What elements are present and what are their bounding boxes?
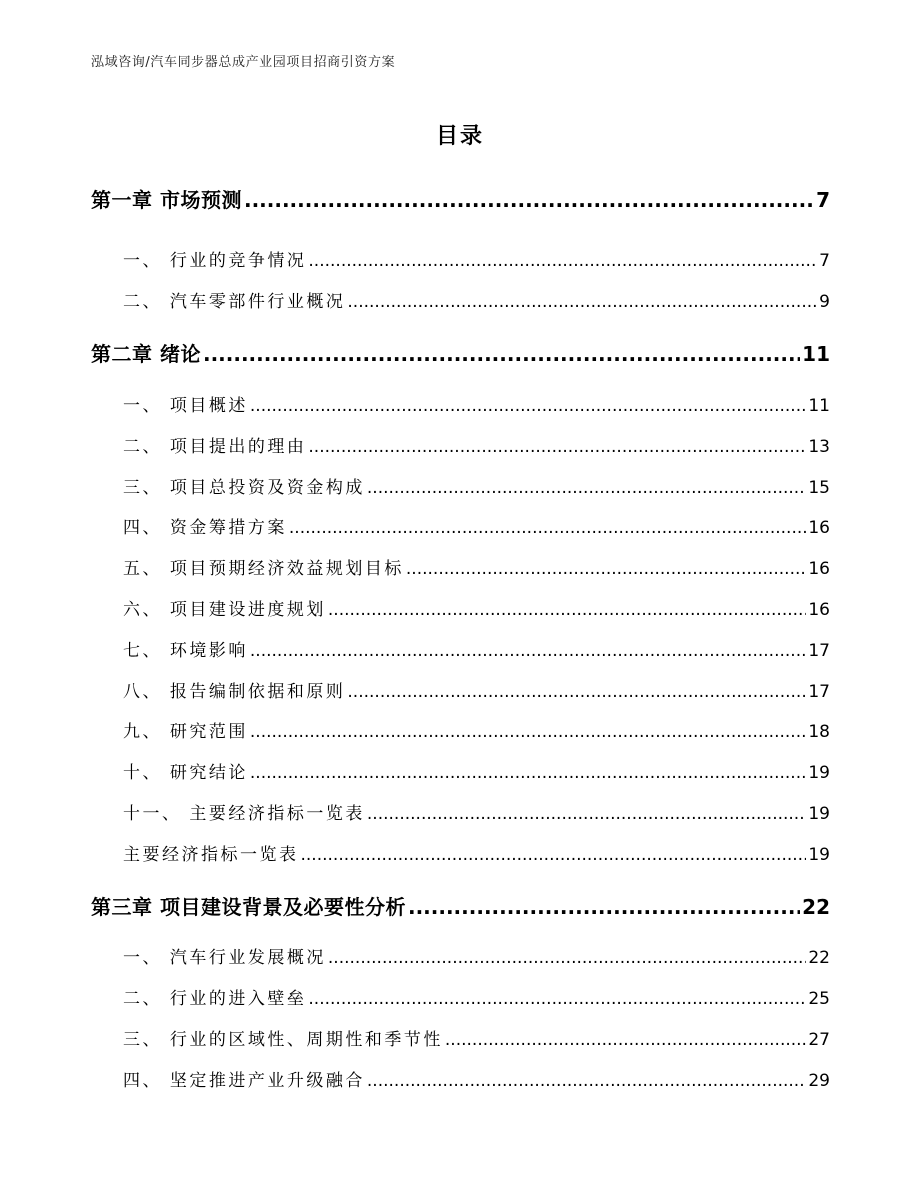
toc-entry-label: 一、 行业的竞争情况 [123, 251, 307, 271]
toc-section[interactable] [123, 473, 830, 498]
toc-section[interactable] [123, 717, 830, 742]
dot-leader [308, 251, 817, 271]
toc-entry-label: 八、 报告编制依据和原则 [123, 682, 346, 702]
toc-page-number: 16 [808, 518, 830, 538]
dot-leader [367, 1071, 806, 1091]
toc-entry-label: 一、 项目概述 [123, 396, 248, 416]
toc-page-number: 11 [802, 342, 830, 366]
dot-leader [406, 559, 806, 579]
toc-section[interactable] [123, 287, 830, 312]
dot-leader [244, 188, 814, 212]
toc-page-number: 9 [819, 292, 830, 312]
toc-page-number: 27 [808, 1030, 830, 1050]
toc-section[interactable] [123, 595, 830, 620]
toc-section[interactable] [123, 984, 830, 1009]
dot-leader [347, 682, 806, 702]
toc-section[interactable] [123, 432, 830, 457]
toc-section[interactable] [123, 943, 830, 968]
toc-page-number: 22 [802, 895, 830, 919]
toc-page-number: 19 [808, 804, 830, 824]
toc-chapter-2[interactable] [91, 338, 830, 367]
toc-entry-label: 四、 资金筹措方案 [123, 518, 287, 538]
dot-leader [250, 641, 806, 661]
toc-section[interactable] [123, 554, 830, 579]
toc-entry-label: 一、 汽车行业发展概况 [123, 948, 326, 968]
toc-page-number: 19 [808, 845, 830, 865]
toc-section[interactable] [123, 636, 830, 661]
toc-entry-label: 四、 坚定推进产业升级融合 [123, 1071, 365, 1091]
dot-leader [301, 845, 807, 865]
toc-entry-label: 二、 项目提出的理由 [123, 437, 307, 457]
toc-entry-label: 第二章 绪论 [91, 342, 201, 366]
toc-entry-label: 第三章 项目建设背景及必要性分析 [91, 895, 406, 919]
toc-section[interactable] [123, 840, 830, 865]
toc-section[interactable] [123, 513, 830, 538]
toc-entry-label: 三、 项目总投资及资金构成 [123, 478, 365, 498]
dot-leader [347, 292, 817, 312]
dot-leader [203, 342, 800, 366]
dot-leader [250, 763, 806, 783]
toc-chapter-1[interactable] [91, 184, 830, 213]
dot-leader [408, 895, 800, 919]
toc-section[interactable] [123, 246, 830, 271]
dot-leader [328, 600, 806, 620]
toc-chapter-3[interactable] [91, 891, 830, 920]
toc-page-number: 17 [808, 682, 830, 702]
dot-leader [250, 396, 806, 416]
running-header: 泓域咨询/汽车同步器总成产业园项目招商引资方案 [91, 55, 396, 70]
toc-section[interactable] [123, 758, 830, 783]
toc-section[interactable] [123, 1025, 830, 1050]
toc-page-number: 15 [808, 478, 830, 498]
toc-page-number: 29 [808, 1071, 830, 1091]
toc-entry-label: 七、 环境影响 [123, 641, 248, 661]
dot-leader [328, 948, 806, 968]
dot-leader [308, 989, 806, 1009]
toc-section[interactable] [123, 1066, 830, 1091]
toc-page-number: 18 [808, 722, 830, 742]
dot-leader [367, 804, 806, 824]
toc-page-number: 19 [808, 763, 830, 783]
toc-page-number: 17 [808, 641, 830, 661]
toc-page-number: 16 [808, 559, 830, 579]
toc-page-number: 7 [819, 251, 830, 271]
toc-entry-label: 五、 项目预期经济效益规划目标 [123, 559, 404, 579]
dot-leader [289, 518, 806, 538]
toc-page-number: 25 [808, 989, 830, 1009]
toc-section[interactable] [123, 799, 830, 824]
toc-entry-label: 二、 行业的进入壁垒 [123, 989, 307, 1009]
dot-leader [445, 1030, 806, 1050]
toc-section[interactable] [123, 391, 830, 416]
toc-page-number: 7 [816, 188, 830, 212]
toc-entry-label: 九、 研究范围 [123, 722, 248, 742]
toc-entry-label: 二、 汽车零部件行业概况 [123, 292, 346, 312]
toc-entry-label: 三、 行业的区域性、周期性和季节性 [123, 1030, 443, 1050]
toc-entry-label: 主要经济指标一览表 [123, 845, 299, 865]
toc-entry-label: 十、 研究结论 [123, 763, 248, 783]
toc-entry-label: 十一、 主要经济指标一览表 [123, 804, 365, 824]
dot-leader [250, 722, 806, 742]
toc-page-number: 11 [808, 396, 830, 416]
dot-leader [308, 437, 806, 457]
toc-page-number: 22 [808, 948, 830, 968]
toc-entry-label: 六、 项目建设进度规划 [123, 600, 326, 620]
toc-entry-label: 第一章 市场预测 [91, 188, 242, 212]
toc-page-number: 16 [808, 600, 830, 620]
toc-page-number: 13 [808, 437, 830, 457]
toc-title: 目录 [435, 124, 484, 149]
toc-section[interactable] [123, 677, 830, 702]
dot-leader [367, 478, 806, 498]
